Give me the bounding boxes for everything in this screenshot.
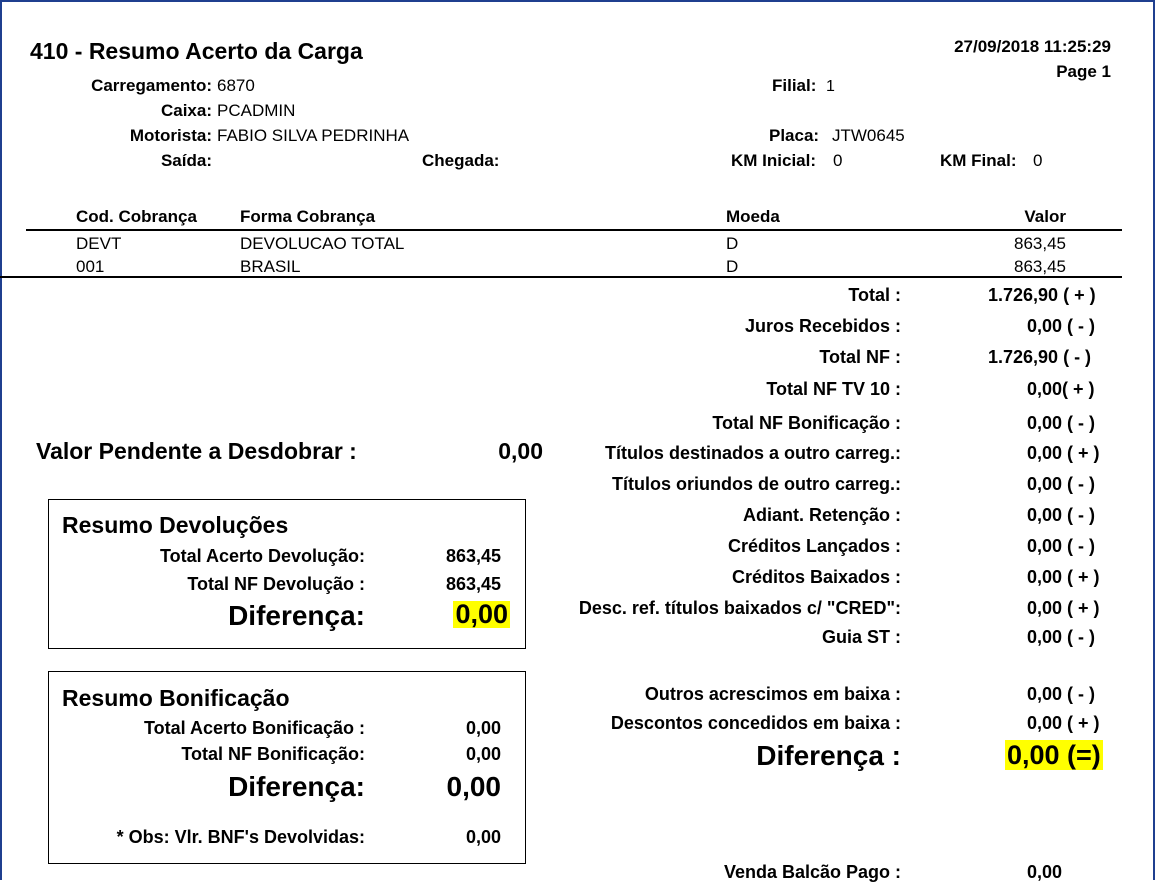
row-forma: DEVOLUCAO TOTAL: [240, 234, 405, 253]
page-number: Page 1: [1056, 62, 1111, 81]
bonificacao-acerto-value: 0,00: [465, 718, 501, 738]
summary-label: Total :: [848, 285, 901, 305]
summary-value: 0,00 ( + ): [1027, 713, 1100, 733]
placa-label: Placa:: [769, 126, 820, 145]
caixa-value: PCADMIN: [217, 101, 296, 120]
pendente-value: 0,00: [498, 438, 543, 464]
km-inicial-value: 0: [833, 151, 843, 170]
devolucoes-dif-value: 0,00: [455, 599, 508, 629]
venda-balcao-value: 0,00: [1027, 862, 1063, 882]
summary-value: 1.726,90 ( - ): [988, 347, 1092, 367]
summary-label: Títulos destinados a outro carreg.:: [604, 443, 901, 463]
km-final-value: 0: [1033, 151, 1043, 170]
summary-label: Títulos oriundos de outro carreg.:: [611, 474, 901, 494]
col-cod-cobranca: Cod. Cobrança: [76, 207, 197, 226]
filial-value: 1: [826, 78, 835, 95]
summary-value: 0,00 ( - ): [1027, 684, 1096, 704]
diferenca-total-label: Diferença :: [756, 740, 901, 771]
report-title: 410 - Resumo Acerto da Carga: [30, 38, 363, 64]
bonificacao-obs-label: * Obs: Vlr. BNF's Devolvidas:: [116, 827, 365, 847]
venda-balcao-label: Venda Balcão Pago :: [723, 862, 901, 882]
table-header-rule: [26, 229, 1122, 231]
filial-label: Filial:: [772, 76, 817, 95]
chegada-label: Chegada:: [422, 151, 500, 170]
summary-label: Total NF Bonificação :: [712, 413, 901, 433]
summary-label: Adiant. Retenção :: [742, 505, 901, 525]
row-moeda: D: [726, 234, 739, 253]
row-valor: 863,45: [1014, 234, 1066, 253]
summary-value: 0,00 ( - ): [1027, 316, 1096, 336]
summary-label: Outros acrescimos em baixa :: [644, 684, 901, 704]
bonificacao-title: Resumo Bonificação: [62, 685, 290, 711]
bonificacao-dif-value: 0,00: [446, 771, 501, 802]
km-final-label: KM Final:: [940, 151, 1017, 170]
devolucoes-nf-label: Total NF Devolução :: [187, 574, 365, 594]
summary-label: Desc. ref. títulos baixados c/ "CRED":: [578, 598, 901, 618]
motorista-value: FABIO SILVA PEDRINHA: [217, 126, 410, 145]
summary-value: 0,00 ( - ): [1027, 474, 1096, 494]
row-forma: BRASIL: [240, 257, 301, 276]
summary-value: 0,00 ( - ): [1027, 536, 1096, 556]
summary-label: Descontos concedidos em baixa :: [610, 713, 901, 733]
diferenca-total-value: 0,00 (=): [1007, 740, 1101, 770]
devolucoes-nf-value: 863,45: [445, 574, 501, 594]
summary-value: 0,00 ( - ): [1027, 627, 1096, 647]
row-cod: 001: [76, 257, 105, 276]
saida-label: Saída:: [160, 151, 212, 170]
bonificacao-obs-value: 0,00: [465, 827, 501, 847]
placa-value: JTW0645: [832, 126, 905, 145]
summary-label: Total NF TV 10 :: [766, 379, 901, 399]
row-valor: 863,45: [1014, 257, 1066, 276]
summary-label: Créditos Baixados :: [731, 567, 901, 587]
caixa-label: Caixa:: [160, 101, 212, 120]
km-inicial-label: KM Inicial:: [731, 151, 817, 170]
devolucoes-acerto-value: 863,45: [445, 546, 501, 566]
summary-value: 0,00 ( - ): [1027, 413, 1096, 433]
summary-value: 0,00 ( - ): [1027, 505, 1096, 525]
carregamento-value: 6870: [217, 76, 255, 95]
summary-value: 0,00( + ): [1027, 379, 1095, 399]
col-forma-cobranca: Forma Cobrança: [240, 207, 376, 226]
pendente-label: Valor Pendente a Desdobrar :: [36, 438, 357, 464]
motorista-label: Motorista:: [129, 126, 212, 145]
col-valor: Valor: [1024, 207, 1066, 226]
summary-value: 1.726,90 ( + ): [988, 285, 1096, 305]
summary-value: 0,00 ( + ): [1027, 598, 1100, 618]
devolucoes-title: Resumo Devoluções: [62, 512, 289, 538]
summary-label: Guia ST :: [821, 627, 901, 647]
bonificacao-nf-label: Total NF Bonificação:: [181, 744, 365, 764]
col-moeda: Moeda: [726, 207, 780, 226]
carregamento-label: Carregamento:: [91, 76, 212, 95]
summary-label: Créditos Lançados :: [727, 536, 901, 556]
summary-label: Total NF :: [819, 347, 901, 367]
devolucoes-acerto-label: Total Acerto Devolução:: [159, 546, 365, 566]
row-cod: DEVT: [76, 234, 122, 253]
report-datetime: 27/09/2018 11:25:29: [954, 37, 1111, 56]
bonificacao-nf-value: 0,00: [465, 744, 501, 764]
summary-label: Juros Recebidos :: [744, 316, 901, 336]
bonificacao-dif-label: Diferença:: [228, 771, 365, 802]
table-footer-rule: [0, 276, 1122, 278]
summary-value: 0,00 ( + ): [1027, 443, 1100, 463]
bonificacao-acerto-label: Total Acerto Bonificação :: [143, 718, 365, 738]
summary-value: 0,00 ( + ): [1027, 567, 1100, 587]
row-moeda: D: [726, 257, 739, 276]
devolucoes-dif-label: Diferença:: [228, 600, 365, 631]
